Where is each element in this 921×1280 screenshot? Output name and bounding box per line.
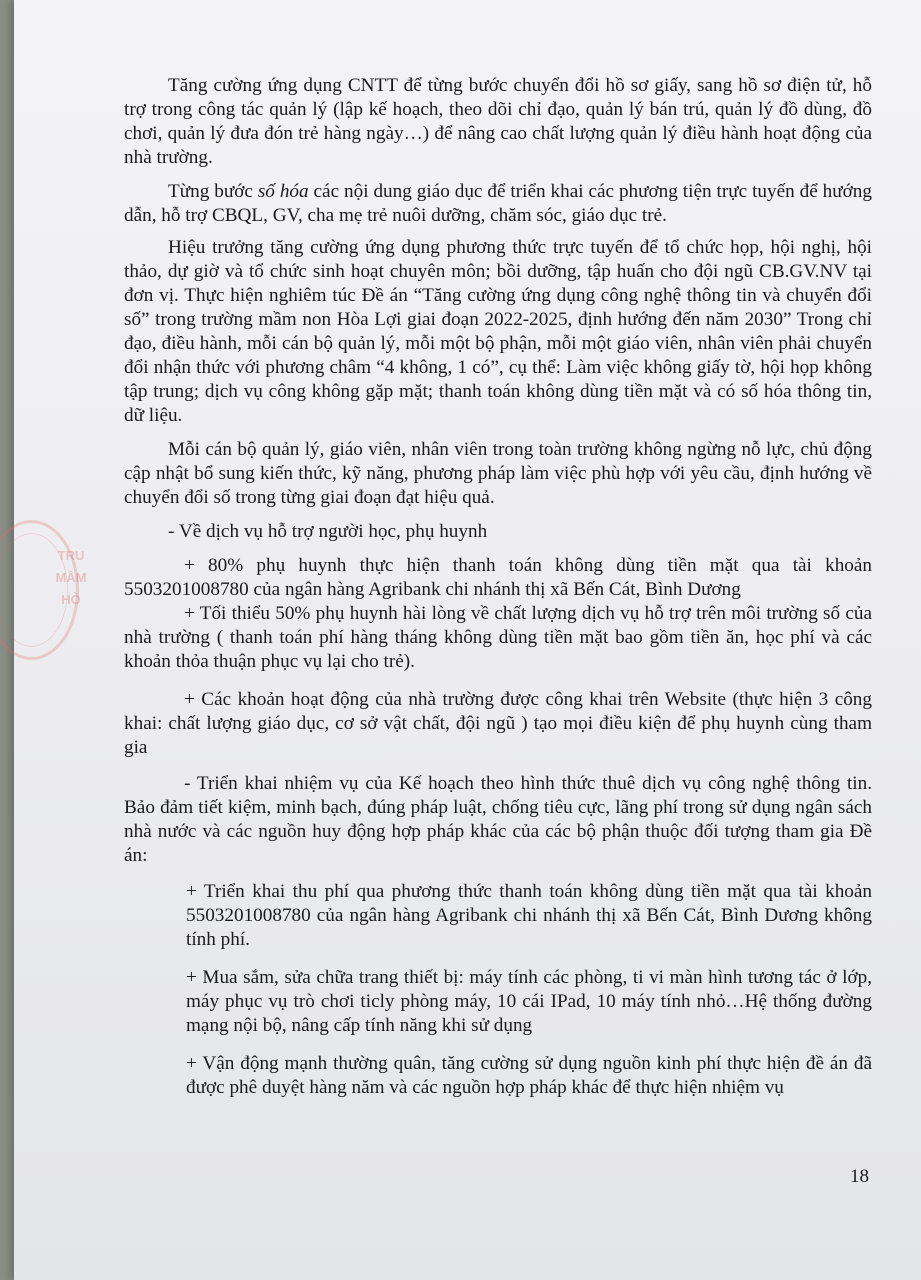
p2-italic-term: số hóa [257, 181, 309, 202]
paragraph-principal-online: Hiệu trưởng tăng cường ứng dụng phương thức trực tuyến để tổ chức họp, hội nghị, hội thảo, dự giờ và tổ chức sinh hoạt chuyên môn; bồi dưỡng, tập huấn cho đội ngũ CB.GV.NV tại đơn vị. Thực hiện nghiêm túc Đề án “Tăng cường ứng dụng công nghệ thông tin và chuyển đổi số” trong trường mầm non Hòa Lợi giai đoạn 2022-2025, định hướng đến năm 2030” Trong chỉ đạo, điều hành, mỗi cán bộ quản lý, mỗi một bộ phận, mỗi một giáo viên, nhân viên phải chuyển đổi nhận thức với phương châm “4 không, 1 có”, cụ thể: Làm việc không giấy tờ, hội họp không tập trung; dịch vụ công không gặp mặt; thanh toán không dùng tiền mặt và có số hóa thông tin, dữ liệu. [124, 237, 872, 426]
paragraph-parent-services-heading: - Về dịch vụ hỗ trợ người học, phụ huynh [168, 521, 488, 542]
paragraph-satisfaction-50: + Tối thiểu 50% phụ huynh hài lòng về chất lượng dịch vụ hỗ trợ trên môi trường số của nhà trường ( thanh toán phí hàng tháng không dùng tiền mặt bao gồm tiền ăn, học phí và các khoản thỏa thuận phục vụ lại cho trẻ). [124, 603, 872, 672]
paragraph-sponsor-mobilization: + Vận động mạnh thường quân, tăng cường sử dụng nguồn kinh phí thực hiện đề án đã được phê duyệt hàng năm và các nguồn hợp pháp khác để thực hiện nhiệm vụ [186, 1053, 872, 1098]
stamp-text-line-2: MẦM [55, 570, 87, 585]
paragraph-digitize-content [124, 180, 872, 228]
stamp-text-line-3: HÒ [61, 592, 81, 607]
stamp-text-line-1: TRU [57, 548, 85, 563]
paragraph-staff-effort: Mỗi cán bộ quản lý, giáo viên, nhân viên trong toàn trường không ngừng nỗ lực, chủ động cập nhật bổ sung kiến thức, kỹ năng, phương pháp làm việc phù hợp với yêu cầu, định hướng về chuyển đổi số trong từng giai đoạn đạt hiệu quả. [124, 439, 872, 508]
paragraph-fee-collection: + Triển khai thu phí qua phương thức thanh toán không dùng tiền mặt qua tài khoản 5503201008780 của ngân hàng Agribank chi nhánh thị xã Bến Cát, Bình Dương không tính phí. [186, 881, 872, 950]
paragraph-equipment-purchase: + Mua sắm, sửa chữa trang thiết bị: máy tính các phòng, ti vi màn hình tương tác ở lớp, máy phục vụ trò chơi ticly phòng máy, 10 cái IPad, 10 máy tính nhỏ…Hệ thống đường mạng nội bộ, nâng cấp tính năng khi sử dụng [186, 967, 872, 1036]
p2-text-after: các nội dung giáo dục để triển khai các phương tiện trực tuyến để hướng dẫn, hỗ trợ CBQL, GV, cha mẹ trẻ nuôi dưỡng, chăm sóc, giáo dục trẻ. [124, 181, 872, 226]
p2-text-before: Từng bước [168, 181, 258, 202]
paragraph-it-service-rental: - Triển khai nhiệm vụ của Kế hoạch theo hình thức thuê dịch vụ công nghệ thông tin. Bảo đảm tiết kiệm, minh bạch, đúng pháp luật, chống tiêu cực, lãng phí trong sử dụng ngân sách nhà nước và các nguồn huy động hợp pháp khác của các bộ phận thuộc đối tượng tham gia Đề án: [124, 773, 872, 866]
red-seal-stamp [0, 520, 79, 660]
document-page [14, 0, 921, 1280]
page-number: 18 [850, 1166, 869, 1187]
paragraph-cashless-80: + 80% phụ huynh thực hiện thanh toán không dùng tiền mặt qua tài khoản 5503201008780 của ngân hàng Agribank chi nhánh thị xã Bến Cát, Bình Dương [124, 555, 872, 600]
document-body [124, 74, 872, 1100]
paragraph-digitize-records: Tăng cường ứng dụng CNTT để từng bước chuyển đổi hồ sơ giấy, sang hồ sơ điện tử, hỗ trợ trong công tác quản lý (lập kế hoạch, theo dõi chỉ đạo, quản lý bán trú, quản lý đồ dùng, đồ chơi, quản lý đưa đón trẻ hàng ngày…) để nâng cao chất lượng quản lý điều hành hoạt động của nhà trường. [124, 75, 872, 168]
paragraph-website-disclosure: + Các khoản hoạt động của nhà trường được công khai trên Website (thực hiện 3 công khai: chất lượng giáo dục, cơ sở vật chất, đội ngũ ) tạo mọi điều kiện để phụ huynh cùng tham gia [124, 689, 872, 758]
